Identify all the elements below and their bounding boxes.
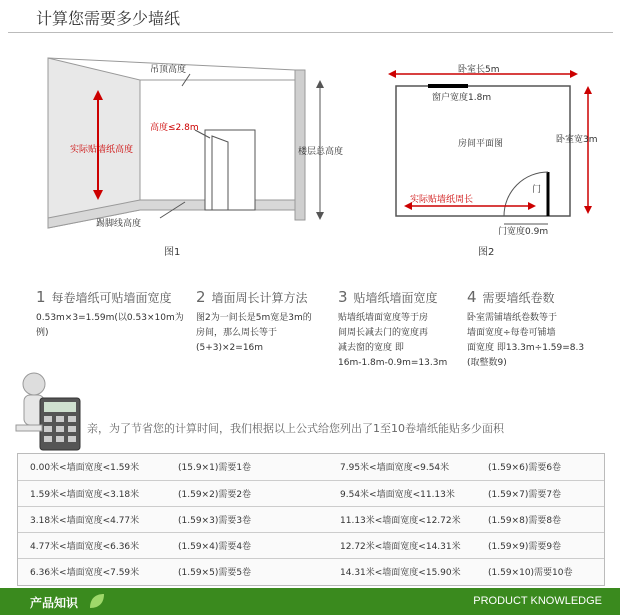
table-cell: 12.72米<墙面宽度<14.31米 — [340, 542, 461, 552]
table-cell: (1.59×4)需要4卷 — [178, 542, 252, 552]
table-cell: (1.59×8)需要8卷 — [488, 516, 562, 526]
table-cell: 7.95米<墙面宽度<9.54米 — [340, 463, 450, 473]
perimeter-label: 实际贴墙纸周长 — [410, 195, 474, 205]
step-heading: 贴墙纸墙面宽度 — [353, 291, 438, 305]
step-number: 1 — [36, 288, 46, 306]
table-cell: 6.36米<墙面宽度<7.59米 — [30, 568, 140, 578]
footer-bar — [0, 588, 620, 615]
step-number: 2 — [196, 288, 206, 306]
page-title: 计算您需要多少墙纸 — [36, 9, 181, 28]
step-body: 图2为一间长是5m宽是3m的 房间，那么周长等于 (5+3)×2=16m — [196, 313, 312, 353]
table-cell: 4.77米<墙面宽度<6.36米 — [30, 542, 140, 552]
step-number: 4 — [467, 288, 477, 306]
footer-subtitle: PRODUCT KNOWLEDGE — [473, 595, 602, 607]
table-cell: 3.18米<墙面宽度<4.77米 — [30, 516, 140, 526]
table-row — [18, 558, 604, 585]
figure-2-caption: 图2 — [478, 247, 495, 258]
table-cell: (1.59×2)需要2卷 — [178, 490, 252, 500]
table-cell: (1.59×5)需要5卷 — [178, 568, 252, 578]
title-divider — [8, 32, 613, 33]
door-width-label: 门宽度0.9m — [498, 227, 549, 237]
step-heading: 墙面周长计算方法 — [211, 291, 308, 305]
table-row — [18, 506, 604, 533]
plan-label: 房间平面图 — [458, 139, 504, 149]
footer-title: 产品知识 — [30, 596, 79, 610]
window-width-label: 窗户宽度1.8m — [432, 93, 492, 103]
figure-1-wall-diagram — [40, 50, 344, 235]
leaf-icon — [88, 592, 106, 610]
floor-height-label: 楼层总高度 — [298, 147, 344, 157]
room-height-label: 高度≤2.8m — [150, 123, 199, 133]
step-1 — [36, 290, 186, 341]
intro-text: 亲，为了节省您的计算时间，我们根据以上公式给您列出了1至10卷墙纸能贴多少面积 — [87, 422, 504, 435]
wall-height-label: 实际贴墙纸高度 — [70, 145, 134, 155]
table-cell: (1.59×7)需要7卷 — [488, 490, 562, 500]
step-number: 3 — [338, 288, 348, 306]
step-2 — [196, 290, 336, 356]
table-cell: (15.9×1)需要1卷 — [178, 463, 252, 473]
table-cell: 0.00米<墙面宽度<1.59米 — [30, 463, 140, 473]
figure-1-caption: 图1 — [164, 247, 181, 258]
ceiling-height-label: 吊顶高度 — [150, 65, 187, 75]
figure-2-floor-plan — [388, 62, 608, 237]
table-cell: 11.13米<墙面宽度<12.72米 — [340, 516, 461, 526]
table-cell: 9.54米<墙面宽度<11.13米 — [340, 490, 455, 500]
table-cell: 1.59米<墙面宽度<3.18米 — [30, 490, 140, 500]
step-heading: 每卷墙纸可贴墙面宽度 — [51, 291, 172, 305]
room-length-label: 卧室长5m — [458, 65, 500, 75]
step-body: 0.53m×3=1.59m(以0.53×10m为 例) — [36, 313, 184, 338]
step-heading: 需要墙纸卷数 — [482, 291, 555, 305]
step-3 — [338, 290, 463, 371]
table-cell: (1.59×10)需要10卷 — [488, 568, 573, 578]
rolls-table — [17, 453, 605, 586]
table-row — [18, 480, 604, 507]
table-row — [18, 454, 604, 480]
table-cell: (1.59×6)需要6卷 — [488, 463, 562, 473]
step-4 — [467, 290, 607, 371]
table-cell: (1.59×9)需要9卷 — [488, 542, 562, 552]
table-cell: (1.59×3)需要3卷 — [178, 516, 252, 526]
table-cell: 14.31米<墙面宽度<15.90米 — [340, 568, 461, 578]
door-label: 门 — [532, 185, 542, 195]
table-row — [18, 532, 604, 559]
room-width-label: 卧室宽3m — [556, 135, 598, 145]
skirting-height-label: 踢脚线高度 — [96, 219, 142, 229]
calculator-mascot-icon — [12, 370, 84, 455]
step-body: 卧室需铺墙纸卷数等于 墙面宽度÷每卷可铺墙 面宽度 即13.3m÷1.59=8.3 (取整数9) — [467, 313, 585, 368]
step-body: 贴墙纸墙面宽度等于房 间周长减去门的宽度再 减去窗的宽度 即 16m-1.8m-0.9m=13.3m — [338, 313, 448, 368]
